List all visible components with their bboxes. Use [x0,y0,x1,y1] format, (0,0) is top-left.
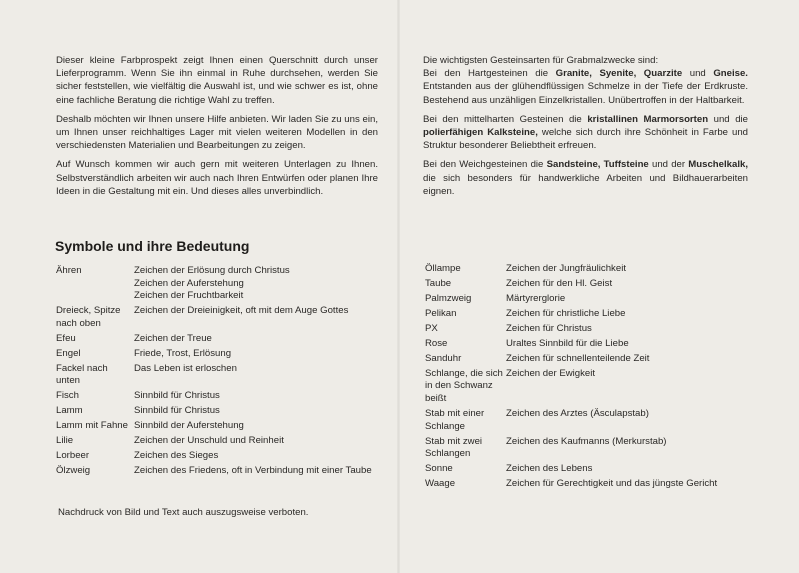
symbol-term: Lamm mit Fahne [56,420,128,432]
symbol-meaning: Zeichen für Christus [506,322,592,334]
intro-column [56,54,378,204]
symbol-term: Efeu [56,332,76,344]
soft-stones-text: und der [648,159,689,171]
symbols-table-left [56,265,382,480]
symbol-meaning: Zeichen der Unschuld und Reinheit [134,435,284,447]
symbol-term: Fackel nach unten [56,362,108,387]
symbol-row [56,405,382,420]
symbol-meaning: Zeichen der Treue [134,332,212,344]
symbol-term: Lorbeer [56,450,90,462]
symbol-term: Rose [425,337,448,349]
symbol-term: Schlange, die sich in den Schwanz beißt [425,367,503,405]
page-fold [397,0,400,573]
medium-stones-text: und die [708,113,748,125]
symbol-row [56,390,382,405]
symbol-meaning: Zeichen für den Hl. Geist [506,277,613,289]
symbol-meaning: Zeichen des Sieges [134,450,219,462]
medium-stones-text: Bei den mittelharten Gesteinen die [423,113,588,125]
intro-paragraph-2: Deshalb möchten wir Ihnen unsere Hilfe anbieten. Wir laden Sie zu uns ein, um Ihnen unser reichhaltiges Lager mit vielen weiteren Modellen in den verschiedensten Materialien und Bearbeitungen zu zeigen. [56,113,378,152]
symbol-meaning: Zeichen des Kaufmanns (Merkurstab) [506,435,667,447]
symbol-meaning: Sinnbild für Christus [134,390,220,402]
symbol-row [425,478,751,493]
medium-stones-text: welche sich durch ihre Schönheit in Farbe und Struktur besonderer Beliebtheit erfreuen. [423,127,748,152]
soft-stones-text: Bei den Weichgesteinen die [423,159,547,171]
soft-stones-text: die sich besonders für handwerkliche Arbeiten und Bildhauerarbeiten eignen. [423,172,748,197]
stone-types-column [423,54,748,204]
medium-stones-bold-1: kristallinen Marmorsorten [587,113,709,125]
symbol-row [425,338,751,353]
symbol-term: Lilie [56,435,74,447]
symbol-term: Öllampe [425,263,461,274]
symbol-term: Palmzweig [425,292,472,304]
symbol-term: PX [425,322,438,334]
hard-stones-bold-2: Gneise. [713,68,748,80]
symbol-row [425,408,751,436]
symbol-meaning: Friede, Trost, Erlösung [134,347,232,359]
symbol-term: Taube [425,277,452,289]
symbol-meaning: Zeichen der Ewigkeit [506,367,596,379]
symbol-meaning: Zeichen der Dreieinigkeit, oft mit dem Auge Gottes [134,305,349,317]
symbol-term: Waage [425,478,456,490]
symbol-row [425,263,751,278]
hard-stones-paragraph [423,67,748,107]
symbol-meaning: Märtyrerglorie [506,292,566,304]
symbol-meaning: Sinnbild für Christus [134,405,220,417]
symbol-meaning: Zeichen des Lebens [506,463,593,475]
symbol-row [425,436,751,464]
symbol-row [425,308,751,323]
symbols-table-right [425,263,751,493]
symbol-row [56,265,382,305]
symbol-meaning: Zeichen der Jungfräulichkeit [506,263,626,274]
symbol-term: Pelikan [425,307,457,319]
soft-stones-paragraph [423,158,748,198]
symbol-row [56,333,382,348]
symbol-meaning: Uraltes Sinnbild für die Liebe [506,337,629,349]
symbol-row [425,323,751,338]
hard-stones-text: und [682,68,714,80]
soft-stones-bold-1: Sandsteine, Tuffsteine [546,159,649,171]
symbol-row [425,278,751,293]
hard-stones-bold-1: Granite, Syenite, Quarzite [555,68,683,80]
symbol-term: Lamm [56,405,83,417]
symbol-term: Engel [56,347,81,359]
intro-paragraph-1: Dieser kleine Farbprospekt zeigt Ihnen einen Querschnitt durch unser Lieferprogramm. Wenn Sie ihn einmal in Ruhe durchsehen, werden Sie sicher feststellen, wie vielfältig die Auswahl ist, und wie schwer es ist, ohne eine fachliche Beratung die richtige Wahl zu treffen. [56,55,378,106]
hard-stones-text: Entstanden aus der glühendflüssigen Schmelze in der Tiefe der Erdkruste. Bestehend aus unzähligen Einzelkristallen. Unübertroffen in der Haltbarkeit. [423,81,748,106]
symbol-term: Stab mit zwei Schlangen [425,435,483,460]
symbols-heading: Symbole und ihre Bedeutung [55,238,250,254]
symbol-meaning: Das Leben ist erloschen [134,362,237,374]
symbol-meaning: Zeichen für christliche Liebe [506,307,626,319]
medium-stones-paragraph [423,113,748,153]
copyright-notice: Nachdruck von Bild und Text auch auszugsweise verboten. [58,507,309,518]
symbol-term: Ölzweig [56,465,91,477]
symbol-meaning: Zeichen des Arztes (Äsculapstab) [506,408,649,420]
symbol-row [56,450,382,465]
symbol-meaning: Zeichen des Friedens, oft in Verbindung mit einer Taube [134,465,372,477]
symbol-term: Fisch [56,390,79,402]
symbol-row [56,305,382,333]
symbol-term: Sonne [425,463,453,475]
symbol-meaning: Sinnbild der Auferstehung [134,420,244,432]
hard-stones-text: Bei den Hartgesteinen die [423,68,556,80]
symbol-meaning: Zeichen für schnellenteilende Zeit [506,352,650,364]
symbol-row [56,348,382,363]
symbol-row [56,420,382,435]
stone-types-intro: Die wichtigsten Gesteinsarten für Grabmalzwecke sind: [423,55,659,66]
symbol-row [425,353,751,368]
symbol-term: Dreieck, Spitze nach oben [56,305,121,329]
soft-stones-bold-2: Muschelkalk, [688,159,749,171]
symbol-meaning: Zeichen der Erlösung durch Christus Zeichen der Auferstehung Zeichen der Fruchtbarkeit [134,265,290,302]
symbol-row [56,465,382,480]
medium-stones-bold-2: polierfähigen Kalksteine, [423,127,538,139]
symbol-row [56,363,382,391]
symbol-row [425,293,751,308]
symbol-term: Ähren [56,265,82,276]
symbol-term: Sanduhr [425,352,462,364]
symbol-meaning: Zeichen für Gerechtigkeit und das jüngste Gericht [506,478,718,490]
intro-paragraph-3: Auf Wunsch kommen wir auch gern mit weiteren Unterlagen zu Ihnen. Selbstverständlich arbeiten wir auch nach Ihren Entwürfen oder planen Ihre Ideen in die Gestaltung mit ein. Und dieses alles unverbindlich. [56,159,378,197]
symbol-row [56,435,382,450]
symbol-term: Stab mit einer Schlange [425,408,485,432]
symbol-row [425,463,751,478]
symbol-row [425,368,751,408]
